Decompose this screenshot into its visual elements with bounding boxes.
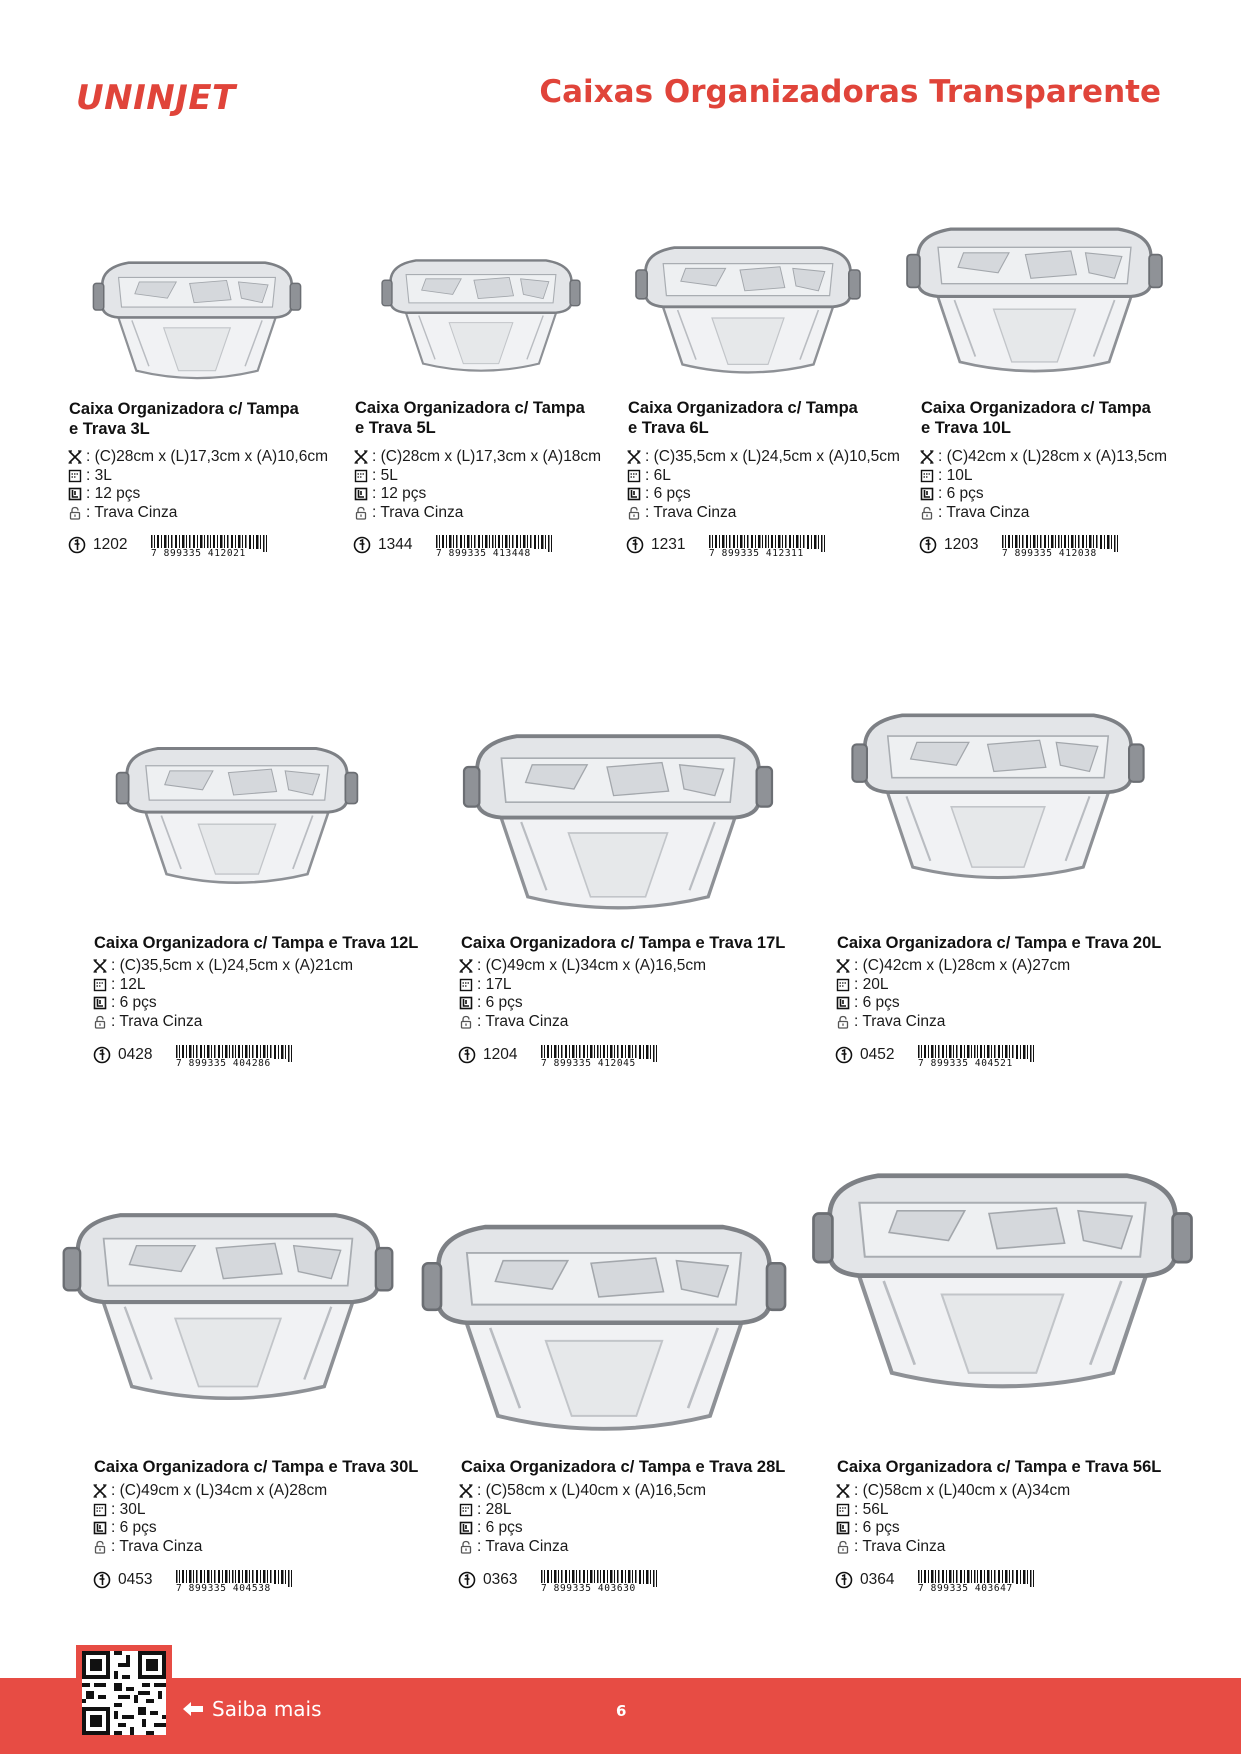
padlock-icon	[459, 1540, 473, 1554]
reference-icon	[93, 1046, 111, 1064]
spec-pack-value: : 6 pçs	[938, 485, 984, 503]
qr-code-frame[interactable]	[76, 1645, 172, 1754]
spec-capacity-value: : 17L	[477, 975, 512, 993]
barcode	[174, 1045, 298, 1071]
saiba-mais-label: Saiba mais	[212, 1697, 322, 1721]
product-name	[94, 933, 418, 953]
product-image	[842, 650, 1154, 922]
product-specs	[836, 1482, 1070, 1556]
reference-icon	[919, 536, 937, 554]
spec-lock-value: : Trava Cinza	[854, 1012, 946, 1030]
dimensions-icon	[627, 450, 641, 464]
page-number: 6	[616, 1702, 627, 1720]
product-specs	[459, 957, 706, 1031]
box-pack-icon	[93, 996, 107, 1010]
product-name-line: Caixa Organizadora c/ Tampa e Trava 12L	[94, 934, 419, 952]
spec-dimensions-value: : (C)28cm x (L)17,3cm x (A)10,6cm	[86, 448, 329, 465]
spec-lock	[93, 1013, 353, 1032]
product-card	[86, 238, 308, 388]
product-name-line: Caixa Organizadora c/ Tampa e Trava 56L	[837, 1458, 1162, 1476]
spec-pack	[68, 485, 328, 504]
spec-lock-value: : Trava Cinza	[938, 503, 1030, 521]
barcode	[539, 1045, 663, 1071]
product-name	[628, 398, 858, 438]
spec-capacity	[836, 976, 1070, 995]
spec-pack-value: : 6 pçs	[854, 994, 900, 1012]
product-specs	[354, 448, 601, 522]
spec-dimensions-value: : (C)49cm x (L)34cm x (A)16,5cm	[477, 957, 707, 974]
product-name	[94, 1457, 418, 1477]
reference-icon	[353, 536, 371, 554]
padlock-icon	[93, 1015, 107, 1029]
spec-dimensions	[627, 448, 900, 467]
dimensions-icon	[459, 1484, 473, 1498]
padlock-icon	[459, 1015, 473, 1029]
spec-capacity	[627, 467, 900, 486]
barcode-number: 7 899335 404521	[918, 1058, 1013, 1069]
spec-dimensions	[68, 448, 328, 467]
product-name	[461, 1457, 785, 1477]
spec-pack-value: : 6 pçs	[645, 485, 691, 503]
product-name-line: Caixa Organizadora c/ Tampa	[628, 399, 858, 417]
capacity-icon	[93, 978, 107, 992]
product-card	[108, 692, 366, 922]
reference-icon	[626, 536, 644, 554]
dimensions-icon	[920, 450, 934, 464]
barcode	[434, 535, 558, 561]
product-code-row	[93, 1045, 298, 1071]
barcode	[916, 1570, 1040, 1596]
spec-pack	[627, 485, 900, 504]
spec-capacity-value: : 30L	[111, 1500, 146, 1518]
product-card	[52, 1145, 404, 1445]
spec-capacity-value: : 56L	[854, 1500, 889, 1518]
spec-pack	[459, 994, 706, 1013]
product-name-line: Caixa Organizadora c/ Tampa e Trava 17L	[461, 934, 786, 952]
product-card	[410, 1185, 798, 1445]
capacity-icon	[627, 469, 641, 483]
dimensions-icon	[354, 450, 368, 464]
product-specs	[93, 957, 353, 1031]
reference-icon	[93, 1571, 111, 1589]
barcode-number: 7 899335 412311	[709, 548, 804, 559]
spec-dimensions-value: : (C)42cm x (L)28cm x (A)27cm	[854, 957, 1071, 974]
product-name	[355, 398, 585, 438]
spec-pack-value: : 6 pçs	[477, 1519, 523, 1537]
arrow-left-icon	[182, 1701, 204, 1717]
spec-pack	[836, 994, 1070, 1013]
barcode	[174, 1570, 298, 1596]
padlock-icon	[836, 1015, 850, 1029]
product-image	[86, 238, 308, 388]
product-image	[800, 1090, 1205, 1445]
padlock-icon	[627, 506, 641, 520]
capacity-icon	[459, 978, 473, 992]
dimensions-icon	[459, 959, 473, 973]
product-specs	[627, 448, 900, 522]
spec-lock	[354, 504, 601, 523]
padlock-icon	[920, 506, 934, 520]
spec-pack	[93, 1519, 327, 1538]
barcode	[539, 1570, 663, 1596]
spec-lock-value: : Trava Cinza	[854, 1537, 946, 1555]
product-card	[842, 650, 1154, 922]
product-name	[837, 1457, 1161, 1477]
product-specs	[459, 1482, 706, 1556]
product-name-line: Caixa Organizadora c/ Tampa e Trava 20L	[837, 934, 1162, 952]
spec-dimensions	[93, 957, 353, 976]
box-pack-icon	[836, 996, 850, 1010]
spec-pack-value: : 12 pçs	[86, 485, 141, 503]
barcode-number: 7 899335 413448	[436, 548, 531, 559]
spec-lock	[627, 504, 900, 523]
capacity-icon	[354, 469, 368, 483]
spec-lock-value: : Trava Cinza	[477, 1012, 569, 1030]
product-name-line: Caixa Organizadora c/ Tampa e Trava 30L	[94, 1458, 419, 1476]
spec-pack-value: : 6 pçs	[111, 1519, 157, 1537]
spec-lock-value: : Trava Cinza	[645, 503, 737, 521]
product-name-line: Caixa Organizadora c/ Tampa	[355, 399, 585, 417]
product-name-line: e Trava 10L	[921, 419, 1011, 437]
box-pack-icon	[354, 487, 368, 501]
spec-capacity	[459, 1501, 706, 1520]
reference-icon	[458, 1046, 476, 1064]
product-specs	[920, 448, 1167, 522]
spec-capacity	[920, 467, 1167, 486]
spec-pack	[836, 1519, 1070, 1538]
spec-capacity-value: : 6L	[645, 466, 671, 484]
product-specs	[68, 448, 328, 522]
spec-capacity-value: : 28L	[477, 1500, 512, 1518]
spec-pack	[93, 994, 353, 1013]
spec-capacity	[459, 976, 706, 995]
product-name-line: Caixa Organizadora c/ Tampa	[69, 400, 299, 418]
spec-dimensions	[354, 448, 601, 467]
box-pack-icon	[459, 996, 473, 1010]
spec-dimensions-value: : (C)49cm x (L)34cm x (A)28cm	[111, 1482, 328, 1499]
spec-capacity-value: : 5L	[372, 466, 398, 484]
reference-code: 1202	[93, 536, 128, 553]
spec-lock	[836, 1013, 1070, 1032]
spec-lock	[920, 504, 1167, 523]
spec-pack-value: : 6 pçs	[854, 1519, 900, 1537]
capacity-icon	[836, 1503, 850, 1517]
dimensions-icon	[836, 959, 850, 973]
barcode-number: 7 899335 403630	[541, 1583, 636, 1594]
product-name	[461, 933, 785, 953]
spec-capacity	[836, 1501, 1070, 1520]
product-card	[800, 1090, 1205, 1445]
spec-capacity	[93, 976, 353, 995]
brand-logo: UNINJET	[76, 78, 236, 118]
spec-lock	[459, 1538, 706, 1557]
barcode	[707, 535, 831, 561]
reference-code: 0428	[118, 1046, 153, 1063]
barcode-number: 7 899335 412045	[541, 1058, 636, 1069]
dimensions-icon	[836, 1484, 850, 1498]
product-name-line: Caixa Organizadora c/ Tampa	[921, 399, 1151, 417]
product-code-row	[68, 535, 273, 561]
spec-pack-value: : 12 pçs	[372, 485, 427, 503]
product-image	[375, 226, 587, 391]
spec-capacity-value: : 10L	[938, 466, 973, 484]
barcode	[1000, 535, 1124, 561]
product-code-row	[458, 1570, 663, 1596]
product-name	[837, 933, 1161, 953]
capacity-icon	[68, 469, 82, 483]
saiba-mais-link[interactable]	[182, 1697, 322, 1721]
spec-lock	[93, 1538, 327, 1557]
capacity-icon	[920, 469, 934, 483]
product-name-line: e Trava 6L	[628, 419, 709, 437]
padlock-icon	[93, 1540, 107, 1554]
reference-code: 1203	[944, 536, 979, 553]
reference-icon	[835, 1571, 853, 1589]
padlock-icon	[836, 1540, 850, 1554]
reference-code: 0452	[860, 1046, 895, 1063]
barcode-number: 7 899335 412038	[1002, 548, 1097, 559]
dimensions-icon	[93, 1484, 107, 1498]
product-card	[375, 226, 587, 391]
spec-dimensions-value: : (C)42cm x (L)28cm x (A)13,5cm	[938, 448, 1168, 465]
product-specs	[836, 957, 1070, 1031]
product-name-line: Caixa Organizadora c/ Tampa e Trava 28L	[461, 1458, 786, 1476]
product-image	[410, 1185, 798, 1445]
product-image	[627, 222, 869, 382]
product-card	[627, 222, 869, 382]
reference-code: 0363	[483, 1571, 518, 1588]
spec-pack	[354, 485, 601, 504]
spec-capacity	[354, 467, 601, 486]
box-pack-icon	[459, 1521, 473, 1535]
spec-pack	[920, 485, 1167, 504]
barcode-number: 7 899335 403647	[918, 1583, 1013, 1594]
spec-lock	[459, 1013, 706, 1032]
product-card	[897, 200, 1172, 382]
capacity-icon	[836, 978, 850, 992]
barcode	[916, 1045, 1040, 1071]
spec-dimensions	[920, 448, 1167, 467]
spec-lock-value: : Trava Cinza	[111, 1537, 203, 1555]
product-specs	[93, 1482, 327, 1556]
reference-icon	[458, 1571, 476, 1589]
product-code-row	[353, 535, 558, 561]
spec-pack	[459, 1519, 706, 1538]
product-card	[453, 700, 783, 922]
spec-dimensions-value: : (C)35,5cm x (L)24,5cm x (A)21cm	[111, 957, 354, 974]
reference-code: 0364	[860, 1571, 895, 1588]
barcode-number: 7 899335 404286	[176, 1058, 271, 1069]
dimensions-icon	[68, 450, 82, 464]
spec-lock-value: : Trava Cinza	[111, 1012, 203, 1030]
barcode-number: 7 899335 404538	[176, 1583, 271, 1594]
product-image	[52, 1145, 404, 1445]
spec-capacity-value: : 20L	[854, 975, 889, 993]
product-image	[453, 700, 783, 922]
product-code-row	[93, 1570, 298, 1596]
spec-dimensions	[459, 957, 706, 976]
reference-code: 0453	[118, 1571, 153, 1588]
product-image	[108, 692, 366, 922]
box-pack-icon	[627, 487, 641, 501]
product-code-row	[919, 535, 1124, 561]
reference-code: 1204	[483, 1046, 518, 1063]
spec-capacity-value: : 12L	[111, 975, 146, 993]
box-pack-icon	[836, 1521, 850, 1535]
box-pack-icon	[920, 487, 934, 501]
product-name	[921, 398, 1151, 438]
spec-dimensions-value: : (C)58cm x (L)40cm x (A)16,5cm	[477, 1482, 707, 1499]
spec-lock-value: : Trava Cinza	[477, 1537, 569, 1555]
spec-dimensions	[93, 1482, 327, 1501]
qr-code-icon[interactable]	[82, 1651, 166, 1735]
reference-icon	[835, 1046, 853, 1064]
product-name	[69, 399, 299, 439]
reference-code: 1344	[378, 536, 413, 553]
spec-dimensions-value: : (C)58cm x (L)40cm x (A)34cm	[854, 1482, 1071, 1499]
spec-pack-value: : 6 pçs	[111, 994, 157, 1012]
product-name-line: e Trava 5L	[355, 419, 436, 437]
product-code-row	[626, 535, 831, 561]
capacity-icon	[93, 1503, 107, 1517]
spec-lock-value: : Trava Cinza	[372, 503, 464, 521]
reference-icon	[68, 536, 86, 554]
spec-capacity	[93, 1501, 327, 1520]
product-image	[897, 200, 1172, 382]
spec-pack-value: : 6 pçs	[477, 994, 523, 1012]
barcode	[149, 535, 273, 561]
spec-dimensions	[836, 1482, 1070, 1501]
dimensions-icon	[93, 959, 107, 973]
reference-code: 1231	[651, 536, 686, 553]
capacity-icon	[459, 1503, 473, 1517]
padlock-icon	[354, 506, 368, 520]
spec-dimensions	[836, 957, 1070, 976]
product-code-row	[458, 1045, 663, 1071]
spec-dimensions-value: : (C)28cm x (L)17,3cm x (A)18cm	[372, 448, 602, 465]
product-code-row	[835, 1045, 1040, 1071]
spec-lock-value: : Trava Cinza	[86, 503, 178, 521]
page-title: Caixas Organizadoras Transparente	[539, 74, 1161, 110]
product-code-row	[835, 1570, 1040, 1596]
spec-dimensions-value: : (C)35,5cm x (L)24,5cm x (A)10,5cm	[645, 448, 900, 465]
spec-lock	[836, 1538, 1070, 1557]
spec-lock	[68, 504, 328, 523]
spec-capacity-value: : 3L	[86, 466, 112, 484]
padlock-icon	[68, 506, 82, 520]
barcode-number: 7 899335 412021	[151, 548, 246, 559]
product-name-line: e Trava 3L	[69, 420, 150, 438]
spec-capacity	[68, 467, 328, 486]
box-pack-icon	[68, 487, 82, 501]
box-pack-icon	[93, 1521, 107, 1535]
spec-dimensions	[459, 1482, 706, 1501]
